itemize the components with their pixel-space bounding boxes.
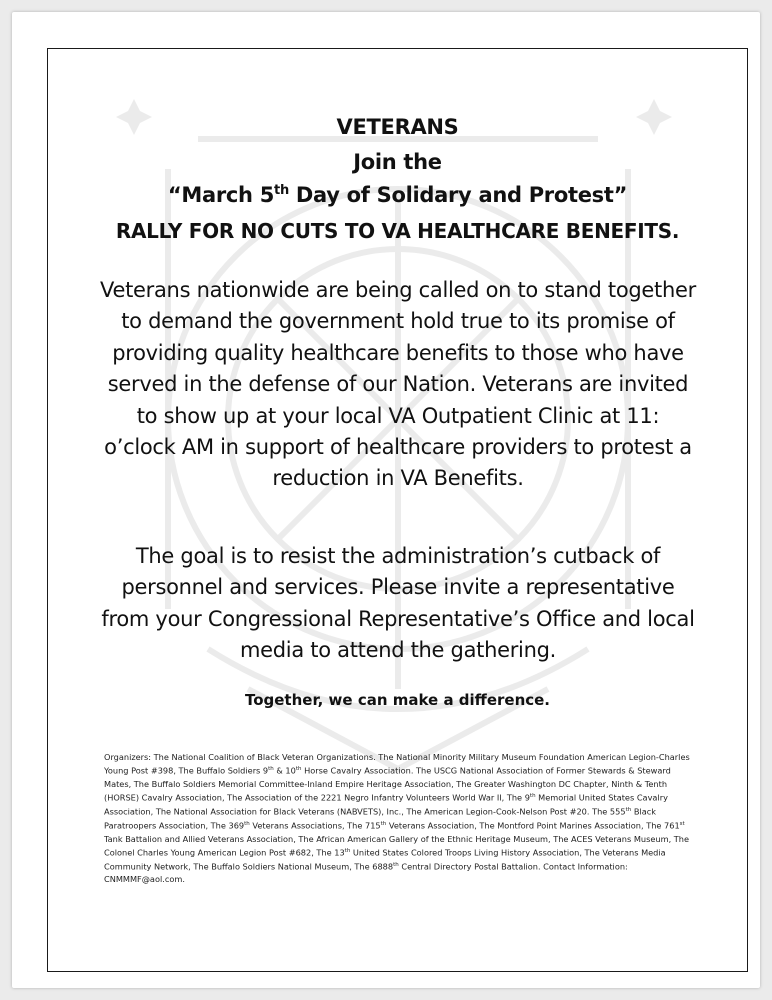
organizers-text: & 10 — [273, 766, 296, 777]
organizers-text: United States Colored Troops Living History Association, The Veterans Media Community Network, The Buffalo Soldiers National Museum, The 6888 — [104, 847, 666, 873]
organizers-text: Horse Cavalry Association. The USCG National Association of Former Stewards & Steward Mates, The Buffalo Soldiers Memorial Committee-Inland Empire Heritage Association, The Greater Washington DC Chapter, Ninth & Tenth (HORSE) Cavalry Association, The Association of the 2221 Negro Infantry Volunteers World War II, The 9 — [104, 766, 671, 803]
organizers-text: Veterans Association, The Montford Point Marines Association, The 761 — [386, 821, 680, 832]
goal-paragraph: The goal is to resist the administration’s cutback of personnel and services. Please invite a representative from your Congressional Representative’s Office and local media to attend the gathering. — [101, 544, 695, 663]
document-border-frame — [47, 48, 748, 972]
organizers-ordinal: th — [344, 848, 351, 855]
event-name-ordinal: th — [274, 183, 289, 198]
organizers-ordinal: st — [679, 821, 685, 828]
organizers-ordinal: th — [244, 821, 250, 828]
organizers-text: Central Directory Postal Battalion. Contact Information: CNMMMF@aol.com. — [104, 862, 628, 885]
rally-heading: RALLY FOR NO CUTS TO VA HEALTHCARE BENEFITS. — [115, 219, 680, 243]
document-page — [12, 12, 760, 988]
organizers-list — [104, 751, 694, 886]
organizers-ordinal: th — [295, 766, 302, 773]
organizers-text: Memorial United States Cavalry Association, The National Association for Black Veterans (NABVETS), Inc., The American Legion-Cook-Nelson Post #20. The 555 — [104, 792, 668, 818]
organizers-ordinal: th — [393, 862, 399, 869]
organizers-text: Organizers: The National Coalition of Black Veteran Organizations. The National Minority Military Museum Foundation American Legion-Charles Young Post #398, The Buffalo Soldiers 9 — [104, 752, 690, 777]
organizers-text: Tank Battalion and Allied Veterans Association, The African American Gallery of the Ethnic Heritage Museum, The ACES Veterans Museum, The Colonel Charles Young American Legion Post #682, The 13 — [104, 833, 690, 858]
call-to-action-paragraph: Veterans nationwide are being called on to stand together to demand the government hold true to its promise of providing quality healthcare benefits to those who have served in the defense of our Nation. Veterans are invited to show up at your local VA Outpatient Clinic at 11: o’clock AM in support of healthcare providers to protest a reduction in VA Benefits. — [100, 278, 696, 491]
organizers-ordinal: th — [268, 766, 274, 773]
event-name — [48, 183, 747, 207]
organizers-ordinal: th — [529, 793, 536, 800]
event-name-part: Day of Solidary and Protest” — [288, 183, 628, 207]
event-name-part: “March 5 — [167, 183, 275, 207]
flyer-join-line: Join the — [353, 150, 442, 174]
flyer-title: VETERANS — [336, 115, 459, 139]
organizers-ordinal: th — [380, 821, 387, 828]
organizers-ordinal: th — [625, 807, 632, 814]
organizers-text: Black Paratroopers Association, The 369 — [104, 807, 656, 832]
tagline: Together, we can make a difference. — [244, 691, 551, 709]
organizers-text: Veterans Associations, The 715 — [249, 821, 381, 832]
